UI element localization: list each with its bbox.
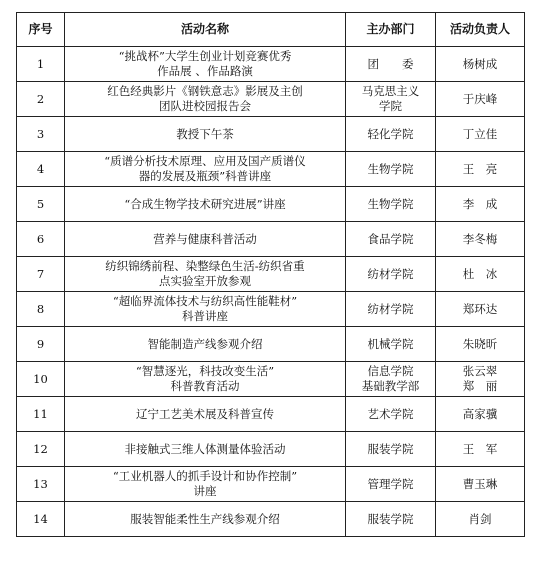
cell-lead [436,432,525,467]
table-row [17,47,525,82]
cell-name [65,502,346,537]
table-row [17,152,525,187]
cell-name [65,82,346,117]
department: 信息学院 基础教学部 [361,364,420,393]
department: 生物学院 [367,196,414,211]
header-row [17,13,525,47]
cell-no: 11 [17,397,65,432]
department: 纺材学院 [367,301,414,316]
cell-dept [346,257,436,292]
cell-dept [346,397,436,432]
cell-name [65,47,346,82]
cell-name [65,152,346,187]
activity-name: “质谱分析技术原理、应用及国产质谱仪 器的发展及瓶颈”科普讲座 [104,154,306,183]
cell-lead [436,82,525,117]
leader: 李 成 [462,196,498,211]
cell-dept [346,47,436,82]
leader: 王 亮 [462,161,498,176]
cell-no: 5 [17,187,65,222]
cell-dept [346,82,436,117]
cell-name [65,467,346,502]
cell-no: 4 [17,152,65,187]
activity-name: “智慧逐光，科技改变生活” 科普教育活动 [135,364,275,393]
leader: 肖剑 [468,511,492,526]
cell-dept [346,152,436,187]
cell-name [65,362,346,397]
table-body [17,47,525,537]
header-name: 活动名称 [65,13,346,47]
cell-no: 7 [17,257,65,292]
table-row [17,432,525,467]
cell-no: 6 [17,222,65,257]
cell-dept [346,362,436,397]
department: 团 委 [367,56,414,71]
activity-name: 红色经典影片《钢铁意志》影展及主创 团队进校园报告会 [107,84,303,113]
table-row [17,222,525,257]
activity-table [16,12,525,537]
cell-no: 12 [17,432,65,467]
cell-lead [436,222,525,257]
cell-name [65,222,346,257]
leader: 杨树成 [462,56,498,71]
cell-no: 13 [17,467,65,502]
department: 艺术学院 [367,406,414,421]
cell-name [65,257,346,292]
table-row [17,292,525,327]
cell-lead [436,467,525,502]
cell-dept [346,117,436,152]
cell-dept [346,432,436,467]
cell-lead [436,362,525,397]
cell-dept [346,187,436,222]
table-row [17,117,525,152]
cell-lead [436,327,525,362]
cell-name [65,327,346,362]
cell-no: 9 [17,327,65,362]
cell-lead [436,47,525,82]
activity-name: 纺织锦绣前程、染整绿色生活-纺织省重 点实验室开放参观 [105,259,305,288]
table-row [17,257,525,292]
activity-name: 教授下午茶 [176,126,234,141]
cell-no: 3 [17,117,65,152]
department: 生物学院 [367,161,414,176]
activity-name: “超临界流体技术与纺织高性能鞋材” 科普讲座 [112,294,298,323]
activity-name: 智能制造产线参观介绍 [147,336,263,351]
cell-no: 10 [17,362,65,397]
department: 机械学院 [367,336,414,351]
cell-dept [346,467,436,502]
table-row [17,327,525,362]
cell-dept [346,327,436,362]
activity-name: 非接触式三维人体测量体验活动 [124,441,286,456]
department: 食品学院 [367,231,414,246]
table-row [17,467,525,502]
department: 马克思主义 学院 [361,84,420,113]
activity-name: “合成生物学技术研究进展”讲座 [124,196,286,211]
cell-dept [346,222,436,257]
leader: 王 军 [462,441,498,456]
activity-name: “挑战杯”大学生创业计划竞赛优秀 作品展 、作品路演 [118,49,292,78]
header-lead: 活动负责人 [436,13,525,47]
table-row [17,187,525,222]
leader: 李冬梅 [462,231,498,246]
cell-name [65,397,346,432]
table-row [17,82,525,117]
cell-no: 8 [17,292,65,327]
cell-name [65,292,346,327]
leader: 曹玉琳 [462,476,498,491]
cell-no: 2 [17,82,65,117]
department: 轻化学院 [367,126,414,141]
table-row [17,502,525,537]
department: 服装学院 [367,441,414,456]
cell-no: 14 [17,502,65,537]
cell-lead [436,187,525,222]
activity-name: 辽宁工艺美术展及科普宣传 [136,406,274,421]
cell-dept [346,292,436,327]
activity-name: “工业机器人的抓手设计和协作控制” 讲座 [112,469,298,498]
leader: 朱晓昕 [462,336,498,351]
table-header [17,13,525,47]
table-row [17,397,525,432]
department: 服装学院 [367,511,414,526]
table-row [17,362,525,397]
leader: 于庆峰 [462,91,498,106]
activity-name: 营养与健康科普活动 [153,231,257,246]
cell-lead [436,152,525,187]
activity-name: 服装智能柔性生产线参观介绍 [130,511,280,526]
header-no: 序号 [17,13,65,47]
cell-dept [346,502,436,537]
cell-lead [436,257,525,292]
cell-lead [436,117,525,152]
cell-lead [436,292,525,327]
header-dept: 主办部门 [346,13,436,47]
department: 管理学院 [367,476,414,491]
cell-name [65,432,346,467]
cell-lead [436,502,525,537]
leader: 张云翠 郑 丽 [462,364,498,393]
cell-name [65,117,346,152]
leader: 高家骥 [462,406,498,421]
leader: 杜 冰 [462,266,498,281]
cell-lead [436,397,525,432]
cell-name [65,187,346,222]
cell-no: 1 [17,47,65,82]
department: 纺材学院 [367,266,414,281]
leader: 丁立佳 [462,126,498,141]
leader: 郑环达 [462,301,498,316]
